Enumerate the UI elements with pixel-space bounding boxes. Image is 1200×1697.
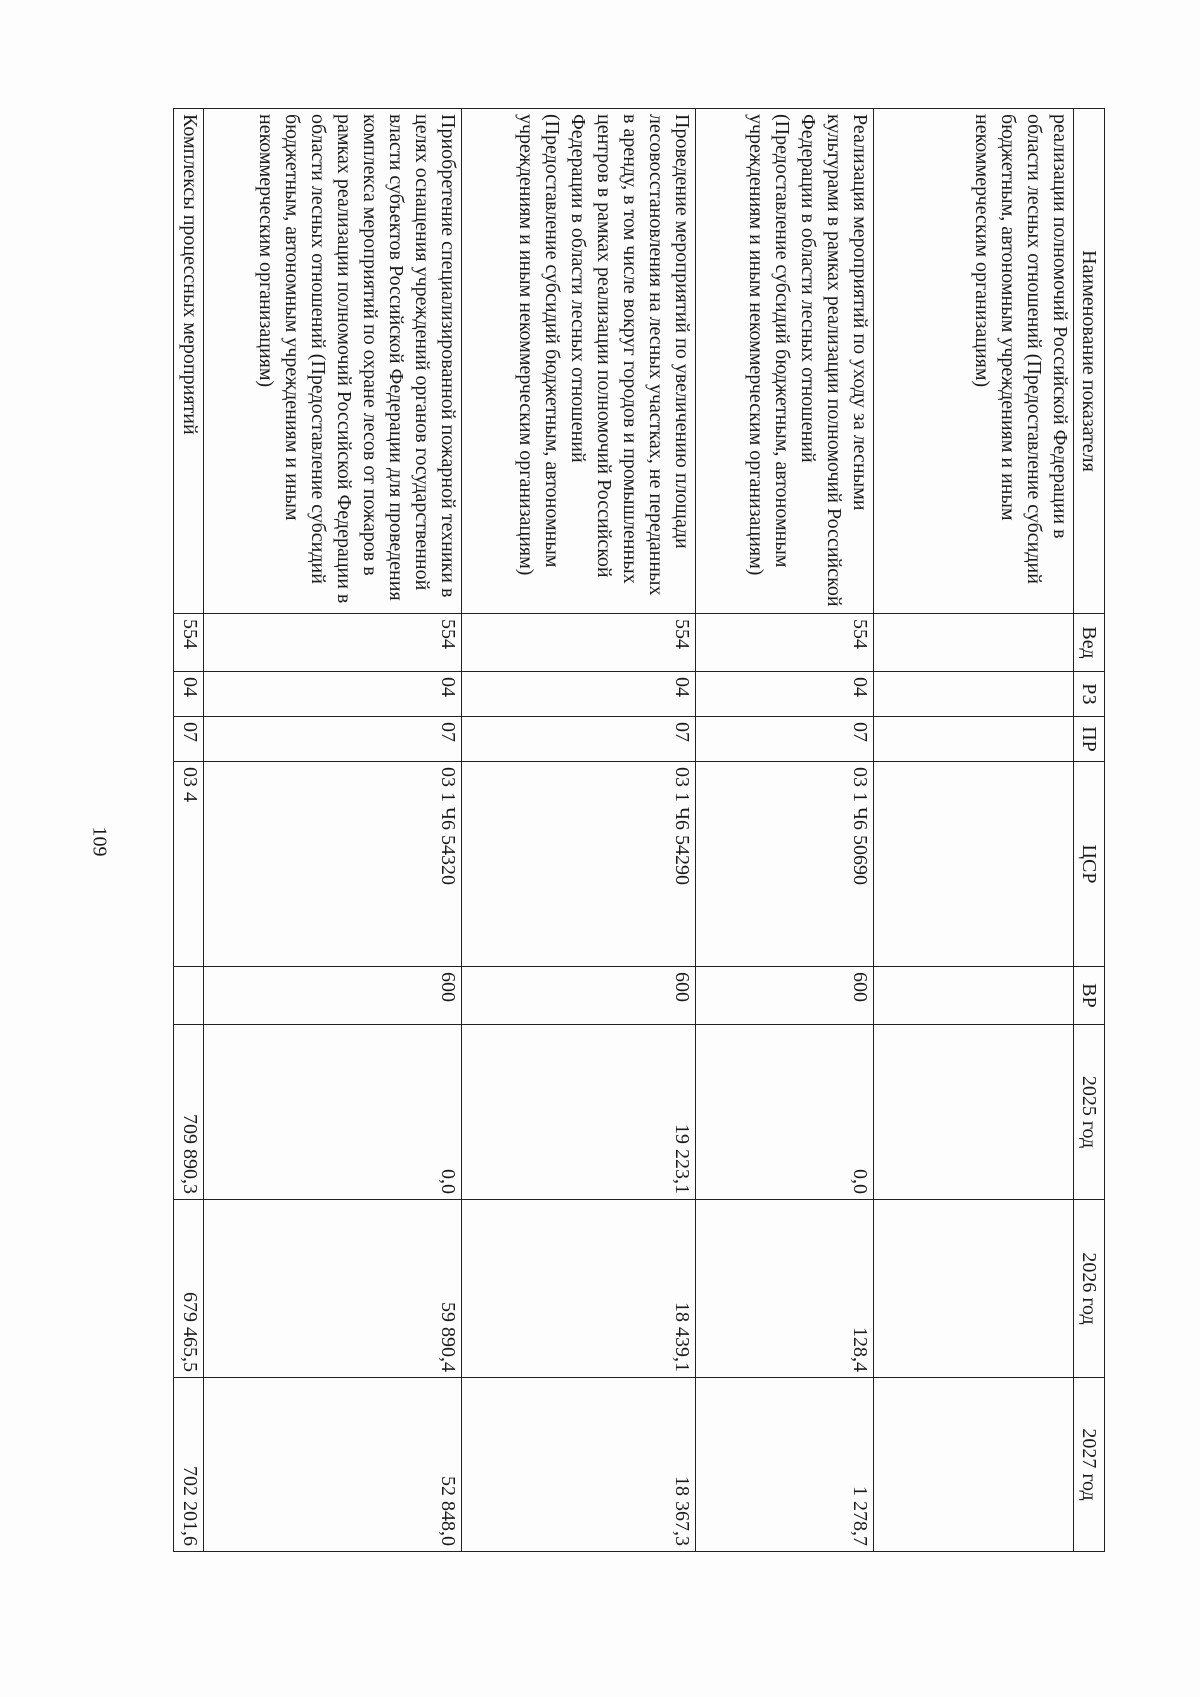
row-rz bbox=[874, 672, 1074, 717]
row-ved: 554 bbox=[462, 614, 696, 672]
row-year-2025: 709 890,3 bbox=[174, 1025, 204, 1200]
row-csr: 03 1 Ч6 54290 bbox=[462, 762, 696, 967]
budget-table-wrapper bbox=[175, 108, 1105, 1551]
budget-table bbox=[173, 108, 1105, 1552]
row-vr: 600 bbox=[696, 967, 874, 1025]
row-csr: 03 4 bbox=[174, 762, 204, 967]
header-row bbox=[1074, 109, 1105, 1552]
header-vr: ВР bbox=[1074, 967, 1105, 1025]
row-pr: 07 bbox=[696, 717, 874, 762]
header-rz: РЗ bbox=[1074, 672, 1105, 717]
row-name: Комплексы процессных мероприятий bbox=[174, 109, 204, 614]
row-rz: 04 bbox=[462, 672, 696, 717]
row-pr: 07 bbox=[174, 717, 204, 762]
row-ved bbox=[874, 614, 1074, 672]
row-rz: 04 bbox=[174, 672, 204, 717]
row-year-2027: 18 367,3 bbox=[462, 1378, 696, 1552]
row-csr: 03 1 Ч6 54320 bbox=[204, 762, 462, 967]
header-year-2026: 2026 год bbox=[1074, 1200, 1105, 1378]
header-year-2025: 2025 год bbox=[1074, 1025, 1105, 1200]
table-row bbox=[696, 109, 874, 1552]
header-csr: ЦСР bbox=[1074, 762, 1105, 967]
row-ved: 554 bbox=[174, 614, 204, 672]
row-year-2025: 19 223,1 bbox=[462, 1025, 696, 1200]
row-year-2027: 702 201,6 bbox=[174, 1378, 204, 1552]
row-rz: 04 bbox=[204, 672, 462, 717]
table-row bbox=[204, 109, 462, 1552]
row-vr: 600 bbox=[204, 967, 462, 1025]
header-name: Наименование показателя bbox=[1074, 109, 1105, 614]
row-vr: 600 bbox=[462, 967, 696, 1025]
row-name: Проведение мероприятий по увеличению площади лесовосстановления на лесных участках, не переданных в аренду, в том числе вокруг городов и промышленных центров в рамках реализации полномочий Российской Федерации в области лесных отношений (Предоставление субсидий бюджетным, автономным учреждениям и иным некоммерческим организациям) bbox=[462, 109, 696, 614]
header-ved: Вед bbox=[1074, 614, 1105, 672]
row-year-2025: 0,0 bbox=[696, 1025, 874, 1200]
table-row bbox=[462, 109, 696, 1552]
row-year-2026: 679 465,5 bbox=[174, 1200, 204, 1378]
page-number: 109 bbox=[88, 826, 111, 857]
row-rz: 04 bbox=[696, 672, 874, 717]
row-year-2026: 18 439,1 bbox=[462, 1200, 696, 1378]
row-ved: 554 bbox=[696, 614, 874, 672]
table-row bbox=[174, 109, 204, 1552]
row-year-2027: 52 848,0 bbox=[204, 1378, 462, 1552]
row-year-2026 bbox=[874, 1200, 1074, 1378]
header-year-2027: 2027 год bbox=[1074, 1378, 1105, 1552]
row-vr bbox=[174, 967, 204, 1025]
row-csr: 03 1 Ч6 50690 bbox=[696, 762, 874, 967]
row-ved: 554 bbox=[204, 614, 462, 672]
row-year-2026: 59 890,4 bbox=[204, 1200, 462, 1378]
row-name: Реализация мероприятий по уходу за лесными культурами в рамках реализации полномочий Российской Федерации в области лесных отношений (Предоставление субсидий бюджетным, автономным учреждениям и иным некоммерческим организациям) bbox=[696, 109, 874, 614]
row-pr bbox=[874, 717, 1074, 762]
row-name: реализации полномочий Российской Федерации в области лесных отношений (Предоставление субсидий бюджетным, автономным учреждениям и иным некоммерческим организациям) bbox=[874, 109, 1074, 614]
row-year-2026: 128,4 bbox=[696, 1200, 874, 1378]
row-csr bbox=[874, 762, 1074, 967]
row-name: Приобретение специализированной пожарной техники в целях оснащения учреждений органов государственной власти субъектов Российской Федерации для проведения комплекса мероприятий по охране лесов от пожаров в рамках реализации полномочий Российской Федерации в области лесных отношений (Предоставление субсидий бюджетным, автономным учреждениям и иным некоммерческим организациям) bbox=[204, 109, 462, 614]
row-pr: 07 bbox=[462, 717, 696, 762]
row-year-2027 bbox=[874, 1378, 1074, 1552]
table-row bbox=[874, 109, 1074, 1552]
row-pr: 07 bbox=[204, 717, 462, 762]
row-vr bbox=[874, 967, 1074, 1025]
row-year-2025 bbox=[874, 1025, 1074, 1200]
row-year-2027: 1 278,7 bbox=[696, 1378, 874, 1552]
header-pr: ПР bbox=[1074, 717, 1105, 762]
row-year-2025: 0,0 bbox=[204, 1025, 462, 1200]
